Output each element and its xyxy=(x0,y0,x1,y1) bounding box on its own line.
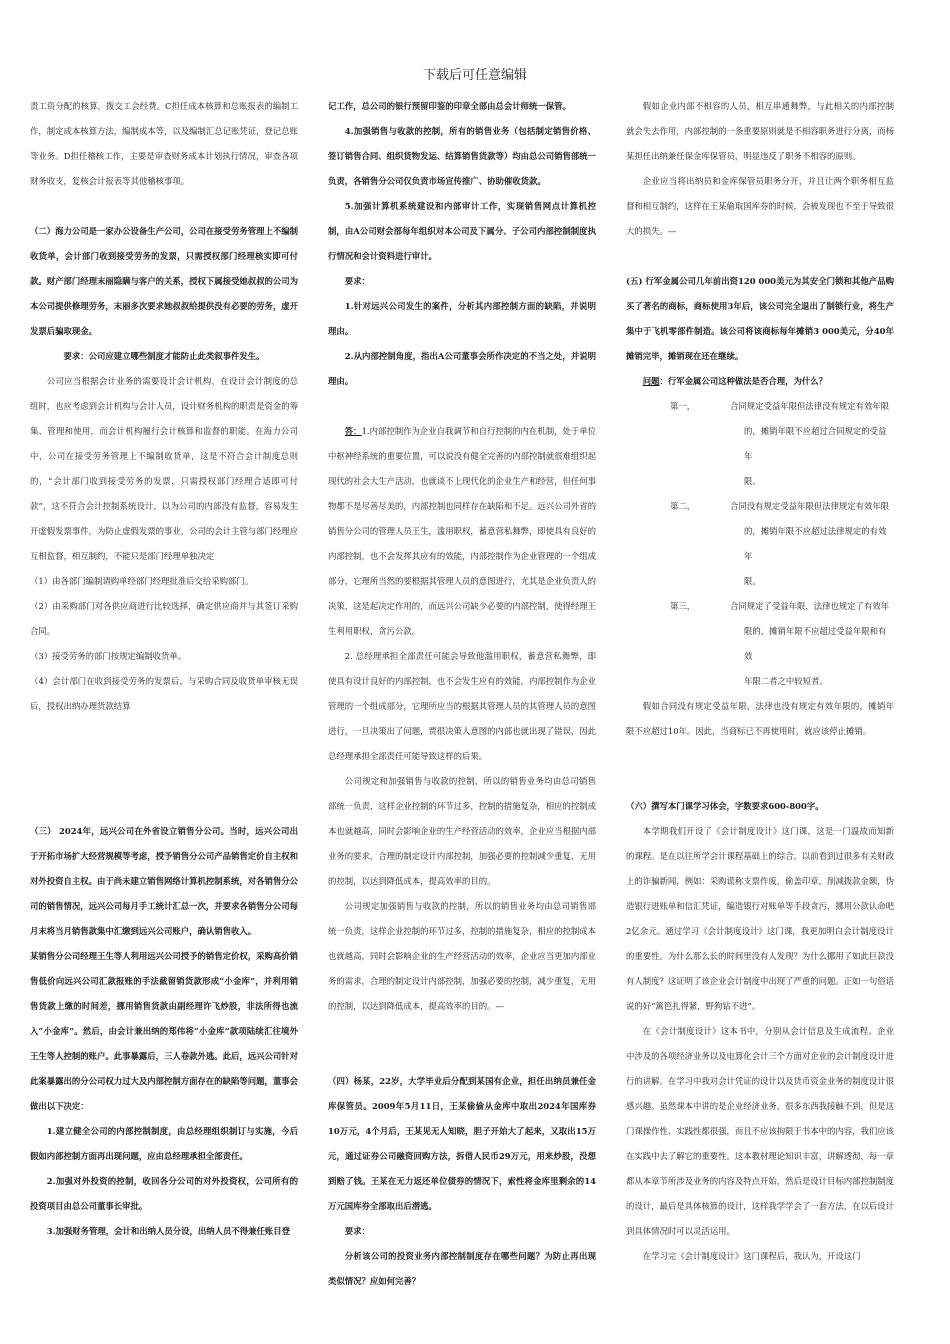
point-row xyxy=(626,394,894,494)
list-item: （4）会计部门在收到接受劳务的发票后，与采购合同及收货单审核无误后，授权出纳办理货款结算 xyxy=(30,676,298,711)
point-line: 合同规定受益年限但法律没有规定有效年限 xyxy=(730,401,890,411)
point-line: 的，摊销年限不应超过法律规定的有效年 xyxy=(744,526,887,561)
answer-1-text: 1.内部控制作为企业自我调节和自行控制的内在机制，处于单位中枢神经系统的重要位置，可以说没有健全完善的内部控制就很难组织起现代的社会大生产活动，也就谈不上现代化的企业生产和经营，但任何事物都不是尽善尽美的，内部控制也同样存在缺陷和不足。远兴公司外省的销售分公司的管理人员王生，滥用职权，蓄意营私舞弊，即使具有良好的内部控制，也不会发挥其应有的效能，内部控制作为企业管理的一个组成部分，它理所当然的要根据其管理人员的意图进行，尤其是企业负责人的决策，这是起决定作用的，而远兴公司缺少必要的内部控制，使得经理王生利用职权，贪污公款。 xyxy=(328,426,596,636)
answer-label: 答： xyxy=(344,426,362,436)
decision-4: 4.加强销售与收款的控制，所有的销售业务（包括制定销售价格、签订销售合同、组织货物发运、结算销售货款等）均由总公司销售部统一负责，各销售分公司仅负责市场宣传推广、协助催收货款。 xyxy=(328,126,596,186)
point-text xyxy=(730,494,894,594)
column-right xyxy=(626,94,894,1269)
case-3-title: （三） 2024年，远兴公司在外省设立销售分公司。当时，远兴公司出于开拓市场扩大经营规模等考虑，授予销售分公司产品销售定价自主权和对外投资自主权。由于尚未建立销售网络计算机控制系统，对各销售分公司的销售情况，远兴公司每月手工统计汇总一次，并要求各销售分公司每月末将当月销售款集中汇缴到远兴公司账户，确认销售收入。 xyxy=(30,826,298,936)
point-label: 第三， xyxy=(670,601,696,611)
decision-5: 5.加强计算机系统建设和内部审计工作，实现销售网点计算机控制，由A公司财会部每年组织对本公司及下属分、子公司内部控制制度执行情况和会计资料进行审计。 xyxy=(328,201,596,261)
case-5-question xyxy=(626,369,894,394)
point-line: 合同没有规定受益年限但法律规定有效年限 xyxy=(730,501,890,511)
paragraph: 责工资分配的核算，拨交工会经费。C担任成本核算和总账报表的编制工作，制定成本核算方法，编制成本等，以及编制汇总记账凭证，登记总账等业务。D担任稽核工作，主要是审查财务成本计划执行情况，审查各项财务收支，复核会计报表等其他稽核事项。 xyxy=(30,101,298,186)
point-line: 合同规定了受益年限，法律也规定了有效年 xyxy=(730,601,890,611)
point-line: 限。 xyxy=(744,576,761,586)
paragraph: 在《会计制度设计》这本书中，分别从会计信息及生成流程、企业中涉及的各项经济业务以及电算化会计三个方面对企业的会计制度设计进行的讲解。在学习中我对会计凭证的设计以及货币资金业务的制度设计很感兴趣。虽然课本中讲的是企业经济业务，很多东西我接触不到，但是这门课操作性、实践性都很强，而且不应该拘限于书本中的内容，我们应该在实践中去了解它的重要性。这本教材理论知识丰富，讲解透彻，每一章都从本章节所涉及业务的内容及特点开始，然后是设计目标内部控制制度的设计，最后是具体核算的设计，这样我学学会了一套方法，在以后设计到具体情况时可以灵活运用。 xyxy=(626,1026,894,1236)
case-6-title: （六）撰写本门课学习体会，字数要求600-800字。 xyxy=(626,801,824,811)
paragraph: 企业应当将出纳员和金库保管员职务分开，并且让两个职务相互监督和相互制约，这样在王某偷取国库券的时候，会被发现也不至于导致很大的损失。--- xyxy=(626,176,894,236)
case-3-body: 某销售分公司经理王生等人利用远兴公司授予的销售定价权，采购高价销售低价向远兴公司汇款报账的手法截留销货款形成“小金库”，并利用销售货款上缴的时间差，挪用销售货款由副经理许飞炒股，非法所得也流入“小金库”。然后，由会计兼出纳的郑伟将“小金库”款项陆续汇往境外王生等人控制的账户。此事暴露后，三人卷款外逃。此后，远兴公司针对此案暴露出的分公司权力过大及内部控制方面存在的缺陷等问题，董事会做出以下决定： xyxy=(30,951,298,1111)
decision-1: 1.建立健全公司的内部控制制度，由总经理组织制订与实施，今后假如内部控制方面再出现问题，应由总经理承担全部责任。 xyxy=(30,1126,298,1161)
question-text: ：行军金属公司这种做法是否合理，为什么？ xyxy=(659,376,828,386)
point-row xyxy=(626,594,894,694)
answer-3: 公司规定和加强销售与收款的控制，所以的销售业务均由总司销售部统一负责，这样企业控制的环节过多，控制的措施复杂，相应的控制成本也就越高，同时会影响企业的生产经营活动的效率，企业应当根据内部业务的要求，合理的制定设计内部控制，加强必要的控制减少重复，无用的控制，以达到降低成本，提高效率的目的。 xyxy=(328,776,596,886)
paragraph: 记工作，总公司的银行预留印鉴的印章全部由总会计师统一保管。 xyxy=(328,101,571,111)
list-item: （3）接受劳务的部门按规定编制收货单。 xyxy=(30,651,187,661)
question-label: 问题 xyxy=(642,376,660,386)
page-header: 下载后可任意编辑 xyxy=(422,68,527,83)
answer-1 xyxy=(328,419,596,644)
requirement-1: 1.针对远兴公司发生的案件，分析其内部控制方面的缺陷，并说明理由。 xyxy=(328,301,596,336)
decision-2: 2.加强对外投资的控制，收回各分公司的对外投资权，公司所有的投资项目由总公司董事长审批。 xyxy=(30,1176,298,1211)
paragraph: 在学习完《会计制度设计》这门课程后，我认为，开设这门 xyxy=(642,1251,861,1261)
point-row xyxy=(626,494,894,594)
case-2-answer: 公司应当根据会计业务的需要设计会计机构，在设计会计制度的总组时，也应考虑到会计机构与会计人员，设计财务机构的职责是资金的筹集、管理和使用，而会计机构履行会计核算和监督的职能。在海力公司中，公司在接受劳务管理上不编制收货单，这是不符合会计制度总则的，“会计部门收到接受劳务的发票，只需授权部门经理合适即可付款”，这不符合会计控制系统设计，以为公司的内部没有监督，容易发生开虚假发票事件，为防止虚假发票的事业，公司的会计主管与部门经理应互相监督，相互制约，不能只是部门经理单独决定 xyxy=(30,376,298,561)
case-2-title: （二）海力公司是一家办公设备生产公司，公司在接受劳务管理上不编制收货单，会计部门收到接受劳务的发票，只需授权部门经理核实即可付款。财产部门经理末丽隐瞒与客户的关系，授权下属接受她叔叔的公司为本公司提供修理劳务，末丽多次要求她叔叔给提供没有必要的劳务，虚开发票后骗取现金。 xyxy=(30,226,298,336)
column-middle xyxy=(328,94,596,1294)
point-text xyxy=(730,594,894,694)
column-left xyxy=(30,94,298,1244)
case-4-title: （四）杨某，22岁，大学毕业后分配到某国有企业，担任出纳员兼任金库保管员。2009年5月11日，王某偷偷从金库中取出2024年国库券10万元，4个月后，王某见无人知晓，胆子开始大了起来，又取出15万元，通过证券公司融资回购方法，拆借人民币29万元，用来炒股，没想到赔了钱。王某在无力返还单位债券的情况下，索性将金库里剩余的14万元国库券全部取出后潜逃。 xyxy=(328,1076,596,1211)
case-2-requirement: 要求：公司应建立哪些制度才能防止此类叙事件发生。 xyxy=(63,351,265,361)
decision-3: 3.加强财务管理，会计和出纳人员分设，出纳人员不得兼任账目登 xyxy=(46,1226,291,1236)
list-item: （1）由各部门编制请购单经部门经理批准后交给采购部门。 xyxy=(30,576,254,586)
requirement-label: 要求： xyxy=(344,276,370,286)
case-5-title: (五) 行军金属公司几年前出资120 000美元为其安全门锁和其他产品购买了著名的商标，商标使用3年后，该公司完全退出了制锁行业，将生产集中于飞机零部件制造。该公司将该商标每年摊销3 000美元，分40年摊销完毕，摊销现在还在继续。 xyxy=(626,276,894,361)
paragraph: 本学期我们开设了《会计制度设计》这门课，这是一门温故而知新的课程。是在以往所学会计课程基础上的综合。以前看到过很多有关财政上的诈骗新闻，例如：采购谎称支票作废，偷盖印章，削减拨款金额，伪造银行进账单和信汇凭证，编造银行对账单等手段贪污，挪用公款认命吧2亿余元。通过学习《会计制度设计》这门课，我更加明白会计制度设计的重要性。为什么那么长的时间里没有人发现？为什么挪用了如此巨款没有人制度？这证明了该企业会计制度中出现了严重的问题。正如一句俗话说的好“篱笆扎得紧，野狗钻不进”。 xyxy=(626,826,894,1011)
answer-4: 公司规定加强销售与收款的控制，所以的销售业务均由总司销售部统一负责，这样企业控制的环节过多，控制的措施复杂，相应的控制成本也就越高，同时会影响企业的生产经营活动的效率，企业应当更加内部业务的需求，合理的制定设计内部控制，加强必要的控制，减少重复，无用的控制，以达到降低成本，提高效率的目的。--- xyxy=(328,901,596,1011)
point-text xyxy=(730,394,894,494)
point-line: 年限二者之中较短者。 xyxy=(744,676,828,686)
answer-2: 2. 总经理承担全部责任可能会导致他滥用职权，蓄意营私舞弊，即使具有设计良好的内部控制，也不会发生应有的效能，内部控制作为企业管理的一个组成部分，它理所应当的根据其管理人员的其管理人员的意图进行，一旦决策出了问题，贾很决策人意图的内部也就出现了错误，因此总经理承担全部责任可能导致这样的后果。 xyxy=(328,651,596,761)
paragraph: 假如企业内部不相容的人员，相互串通舞弊，与此相关的内部控制就会失去作用，内部控制的一条重要原则就是不相容职务进行分离，而杨某担任出纳兼任保金库保管员，明显违反了职务不相容的原则。 xyxy=(626,101,894,161)
requirement-3: 分析该公司的投资业务内部控制制度存在哪些问题？为防止再出现类似情况？应如何完善？ xyxy=(328,1251,596,1286)
point-line: 限的，摊销年限不应超过受益年限和有效 xyxy=(744,626,887,661)
point-label: 第二， xyxy=(670,501,696,511)
list-item: （2）由采购部门对各供应商进行比较选择，确定供应商并与其签订采购合同。 xyxy=(30,601,298,636)
point-line: 限。 xyxy=(744,476,761,486)
point-line: 的，摊销年限不应超过合同规定的受益年 xyxy=(744,426,887,461)
requirement-label: 要求： xyxy=(344,1226,370,1236)
requirement-2: 2.从内部控制角度，指出A公司董事会所作决定的不当之处，并说明理由。 xyxy=(328,351,596,386)
paragraph: 假如合同没有规定受益年限，法律也没有规定有效年限的，摊销年限不应超过10年。因此，当商标已不再使用时，就应该停止摊销。 xyxy=(626,701,894,736)
point-label: 第一， xyxy=(670,401,696,411)
